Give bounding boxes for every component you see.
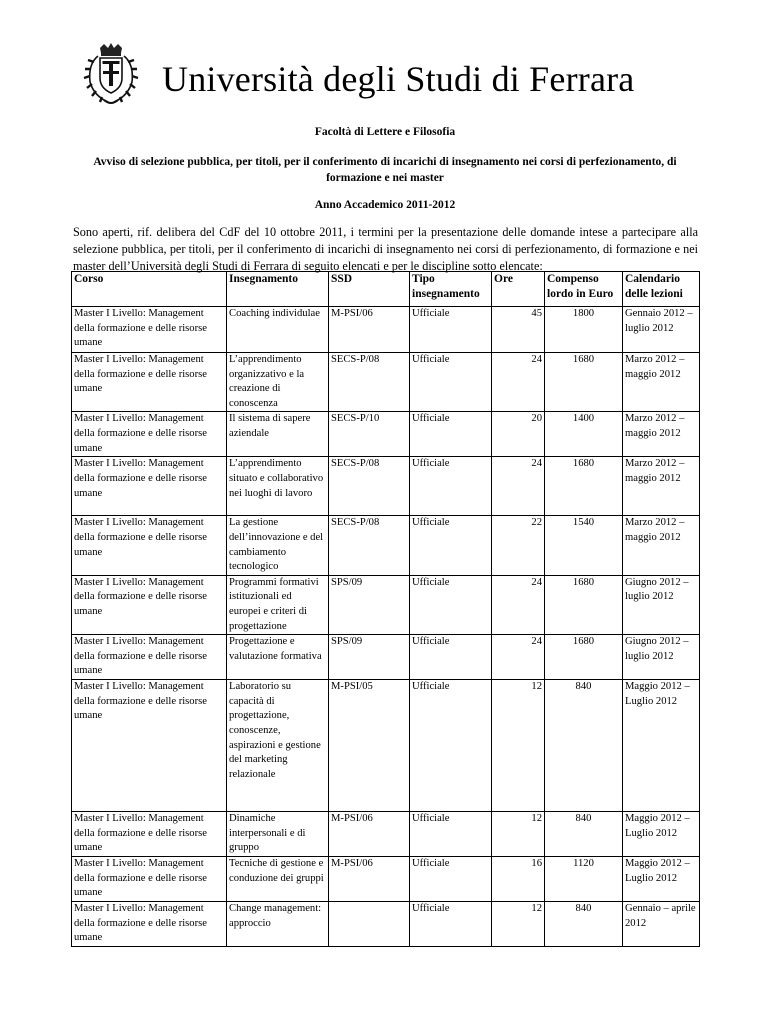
table-row bbox=[72, 516, 700, 575]
letterhead bbox=[78, 40, 718, 110]
table-row bbox=[72, 635, 700, 680]
cell-compenso: 1800 bbox=[545, 307, 623, 353]
cell-corso: Master I Livello: Management della formazione e delle risorse umane bbox=[72, 635, 227, 680]
cell-compenso: 1120 bbox=[545, 857, 623, 902]
cell-tipo: Ufficiale bbox=[410, 353, 492, 412]
cell-corso: Master I Livello: Management della formazione e delle risorse umane bbox=[72, 412, 227, 457]
university-crest-icon bbox=[82, 42, 140, 108]
header-corso: Corso bbox=[72, 272, 227, 307]
cell-tipo: Ufficiale bbox=[410, 457, 492, 516]
cell-corso: Master I Livello: Management della formazione e delle risorse umane bbox=[72, 516, 227, 575]
faculty-name: Facoltà di Lettere e Filosofia bbox=[314, 126, 456, 138]
cell-corso: Master I Livello: Management della formazione e delle risorse umane bbox=[72, 812, 227, 857]
header-ore: Ore bbox=[492, 272, 545, 307]
cell-insegnamento: L’apprendimento situato e collaborativo nei luoghi di lavoro bbox=[227, 457, 329, 516]
cell-ssd: SECS-P/08 bbox=[329, 516, 410, 575]
cell-compenso: 1400 bbox=[545, 412, 623, 457]
cell-compenso: 1680 bbox=[545, 575, 623, 634]
cell-calendario: Marzo 2012 – maggio 2012 bbox=[623, 412, 700, 457]
cell-insegnamento: Coaching individulae bbox=[227, 307, 329, 353]
cell-ore: 24 bbox=[492, 353, 545, 412]
cell-compenso: 1680 bbox=[545, 457, 623, 516]
cell-tipo: Ufficiale bbox=[410, 680, 492, 812]
header-tipo: Tipo insegnamento bbox=[410, 272, 492, 307]
cell-calendario: Marzo 2012 – maggio 2012 bbox=[623, 457, 700, 516]
cell-calendario: Giugno 2012 – luglio 2012 bbox=[623, 575, 700, 634]
cell-calendario: Maggio 2012 – Luglio 2012 bbox=[623, 812, 700, 857]
cell-ssd: SPS/09 bbox=[329, 575, 410, 634]
header-insegnamento: Insegnamento bbox=[227, 272, 329, 307]
cell-corso: Master I Livello: Management della formazione e delle risorse umane bbox=[72, 680, 227, 812]
cell-ssd: M-PSI/06 bbox=[329, 857, 410, 902]
table-row bbox=[72, 457, 700, 516]
cell-ssd: SECS-P/08 bbox=[329, 353, 410, 412]
cell-ore: 24 bbox=[492, 635, 545, 680]
cell-tipo: Ufficiale bbox=[410, 307, 492, 353]
cell-calendario: Gennaio – aprile 2012 bbox=[623, 902, 700, 947]
cell-insegnamento: Progettazione e valutazione formativa bbox=[227, 635, 329, 680]
cell-compenso: 1680 bbox=[545, 353, 623, 412]
cell-tipo: Ufficiale bbox=[410, 812, 492, 857]
table-row bbox=[72, 902, 700, 947]
table-body bbox=[72, 307, 700, 947]
cell-ore: 12 bbox=[492, 812, 545, 857]
cell-insegnamento: La gestione dell’innovazione e del cambiamento tecnologico bbox=[227, 516, 329, 575]
cell-calendario: Marzo 2012 – maggio 2012 bbox=[623, 353, 700, 412]
cell-compenso: 1540 bbox=[545, 516, 623, 575]
university-name: Università degli Studi di Ferrara bbox=[162, 59, 635, 99]
table-row bbox=[72, 680, 700, 812]
cell-corso: Master I Livello: Management della formazione e delle risorse umane bbox=[72, 857, 227, 902]
cell-ssd: M-PSI/06 bbox=[329, 812, 410, 857]
cell-insegnamento: L’apprendimento organizzativo e la creazione di conoscenza bbox=[227, 353, 329, 412]
cell-corso: Master I Livello: Management della formazione e delle risorse umane bbox=[72, 353, 227, 412]
cell-ore: 12 bbox=[492, 680, 545, 812]
table-row bbox=[72, 575, 700, 634]
cell-insegnamento: Dinamiche interpersonali e di gruppo bbox=[227, 812, 329, 857]
table-row bbox=[72, 307, 700, 353]
cell-corso: Master I Livello: Management della formazione e delle risorse umane bbox=[72, 457, 227, 516]
cell-ssd: M-PSI/05 bbox=[329, 680, 410, 812]
cell-ore: 20 bbox=[492, 412, 545, 457]
cell-insegnamento: Change management: approccio bbox=[227, 902, 329, 947]
table-header-row bbox=[72, 272, 700, 307]
cell-calendario: Maggio 2012 – Luglio 2012 bbox=[623, 680, 700, 812]
cell-ore: 24 bbox=[492, 575, 545, 634]
cell-tipo: Ufficiale bbox=[410, 412, 492, 457]
table-row bbox=[72, 412, 700, 457]
cell-tipo: Ufficiale bbox=[410, 575, 492, 634]
cell-calendario: Maggio 2012 – Luglio 2012 bbox=[623, 857, 700, 902]
cell-insegnamento: Programmi formativi istituzionali ed europei e criteri di progettazione bbox=[227, 575, 329, 634]
cell-ssd: M-PSI/06 bbox=[329, 307, 410, 353]
cell-compenso: 840 bbox=[545, 680, 623, 812]
table-row bbox=[72, 353, 700, 412]
header-ssd: SSD bbox=[329, 272, 410, 307]
cell-ore: 24 bbox=[492, 457, 545, 516]
notice-title: Avviso di selezione pubblica, per titoli, per il conferimento di incarichi di insegnamento nei corsi di perfezionamento, di formazione e nei master bbox=[93, 156, 677, 184]
cell-insegnamento: Laboratorio su capacità di progettazione, conoscenze, aspirazioni e gestione del marketing relazionale bbox=[227, 680, 329, 812]
cell-tipo: Ufficiale bbox=[410, 902, 492, 947]
cell-ssd: SECS-P/08 bbox=[329, 457, 410, 516]
cell-ssd bbox=[329, 902, 410, 947]
cell-insegnamento: Tecniche di gestione e conduzione dei gruppi bbox=[227, 857, 329, 902]
intro-paragraph: Sono aperti, rif. delibera del CdF del 10 ottobre 2011, i termini per la presentazione delle domande intese a partecipare alla selezione pubblica, per titoli, per il conferimento di incarichi di insegnamento nei corsi di perfezionamento, di formazione e nei master dell’Università degli Studi di Ferrara di seguito elencati e per le discipline sotto elencate: bbox=[73, 225, 698, 273]
cell-insegnamento: Il sistema di sapere aziendale bbox=[227, 412, 329, 457]
cell-tipo: Ufficiale bbox=[410, 516, 492, 575]
cell-ore: 45 bbox=[492, 307, 545, 353]
cell-corso: Master I Livello: Management della formazione e delle risorse umane bbox=[72, 575, 227, 634]
cell-ore: 12 bbox=[492, 902, 545, 947]
cell-compenso: 840 bbox=[545, 902, 623, 947]
cell-ore: 22 bbox=[492, 516, 545, 575]
header-calendario: Calendario delle lezioni bbox=[623, 272, 700, 307]
table-row bbox=[72, 812, 700, 857]
cell-compenso: 1680 bbox=[545, 635, 623, 680]
cell-corso: Master I Livello: Management della formazione e delle risorse umane bbox=[72, 307, 227, 353]
cell-calendario: Gennaio 2012 – luglio 2012 bbox=[623, 307, 700, 353]
teaching-positions-table bbox=[71, 271, 700, 947]
cell-ssd: SPS/09 bbox=[329, 635, 410, 680]
academic-year: Anno Accademico 2011-2012 bbox=[314, 199, 456, 211]
header-compenso: Compenso lordo in Euro bbox=[545, 272, 623, 307]
table-row bbox=[72, 857, 700, 902]
cell-calendario: Giugno 2012 – luglio 2012 bbox=[623, 635, 700, 680]
cell-ore: 16 bbox=[492, 857, 545, 902]
cell-calendario: Marzo 2012 – maggio 2012 bbox=[623, 516, 700, 575]
cell-compenso: 840 bbox=[545, 812, 623, 857]
cell-corso: Master I Livello: Management della formazione e delle risorse umane bbox=[72, 902, 227, 947]
cell-tipo: Ufficiale bbox=[410, 635, 492, 680]
cell-ssd: SECS-P/10 bbox=[329, 412, 410, 457]
cell-tipo: Ufficiale bbox=[410, 857, 492, 902]
